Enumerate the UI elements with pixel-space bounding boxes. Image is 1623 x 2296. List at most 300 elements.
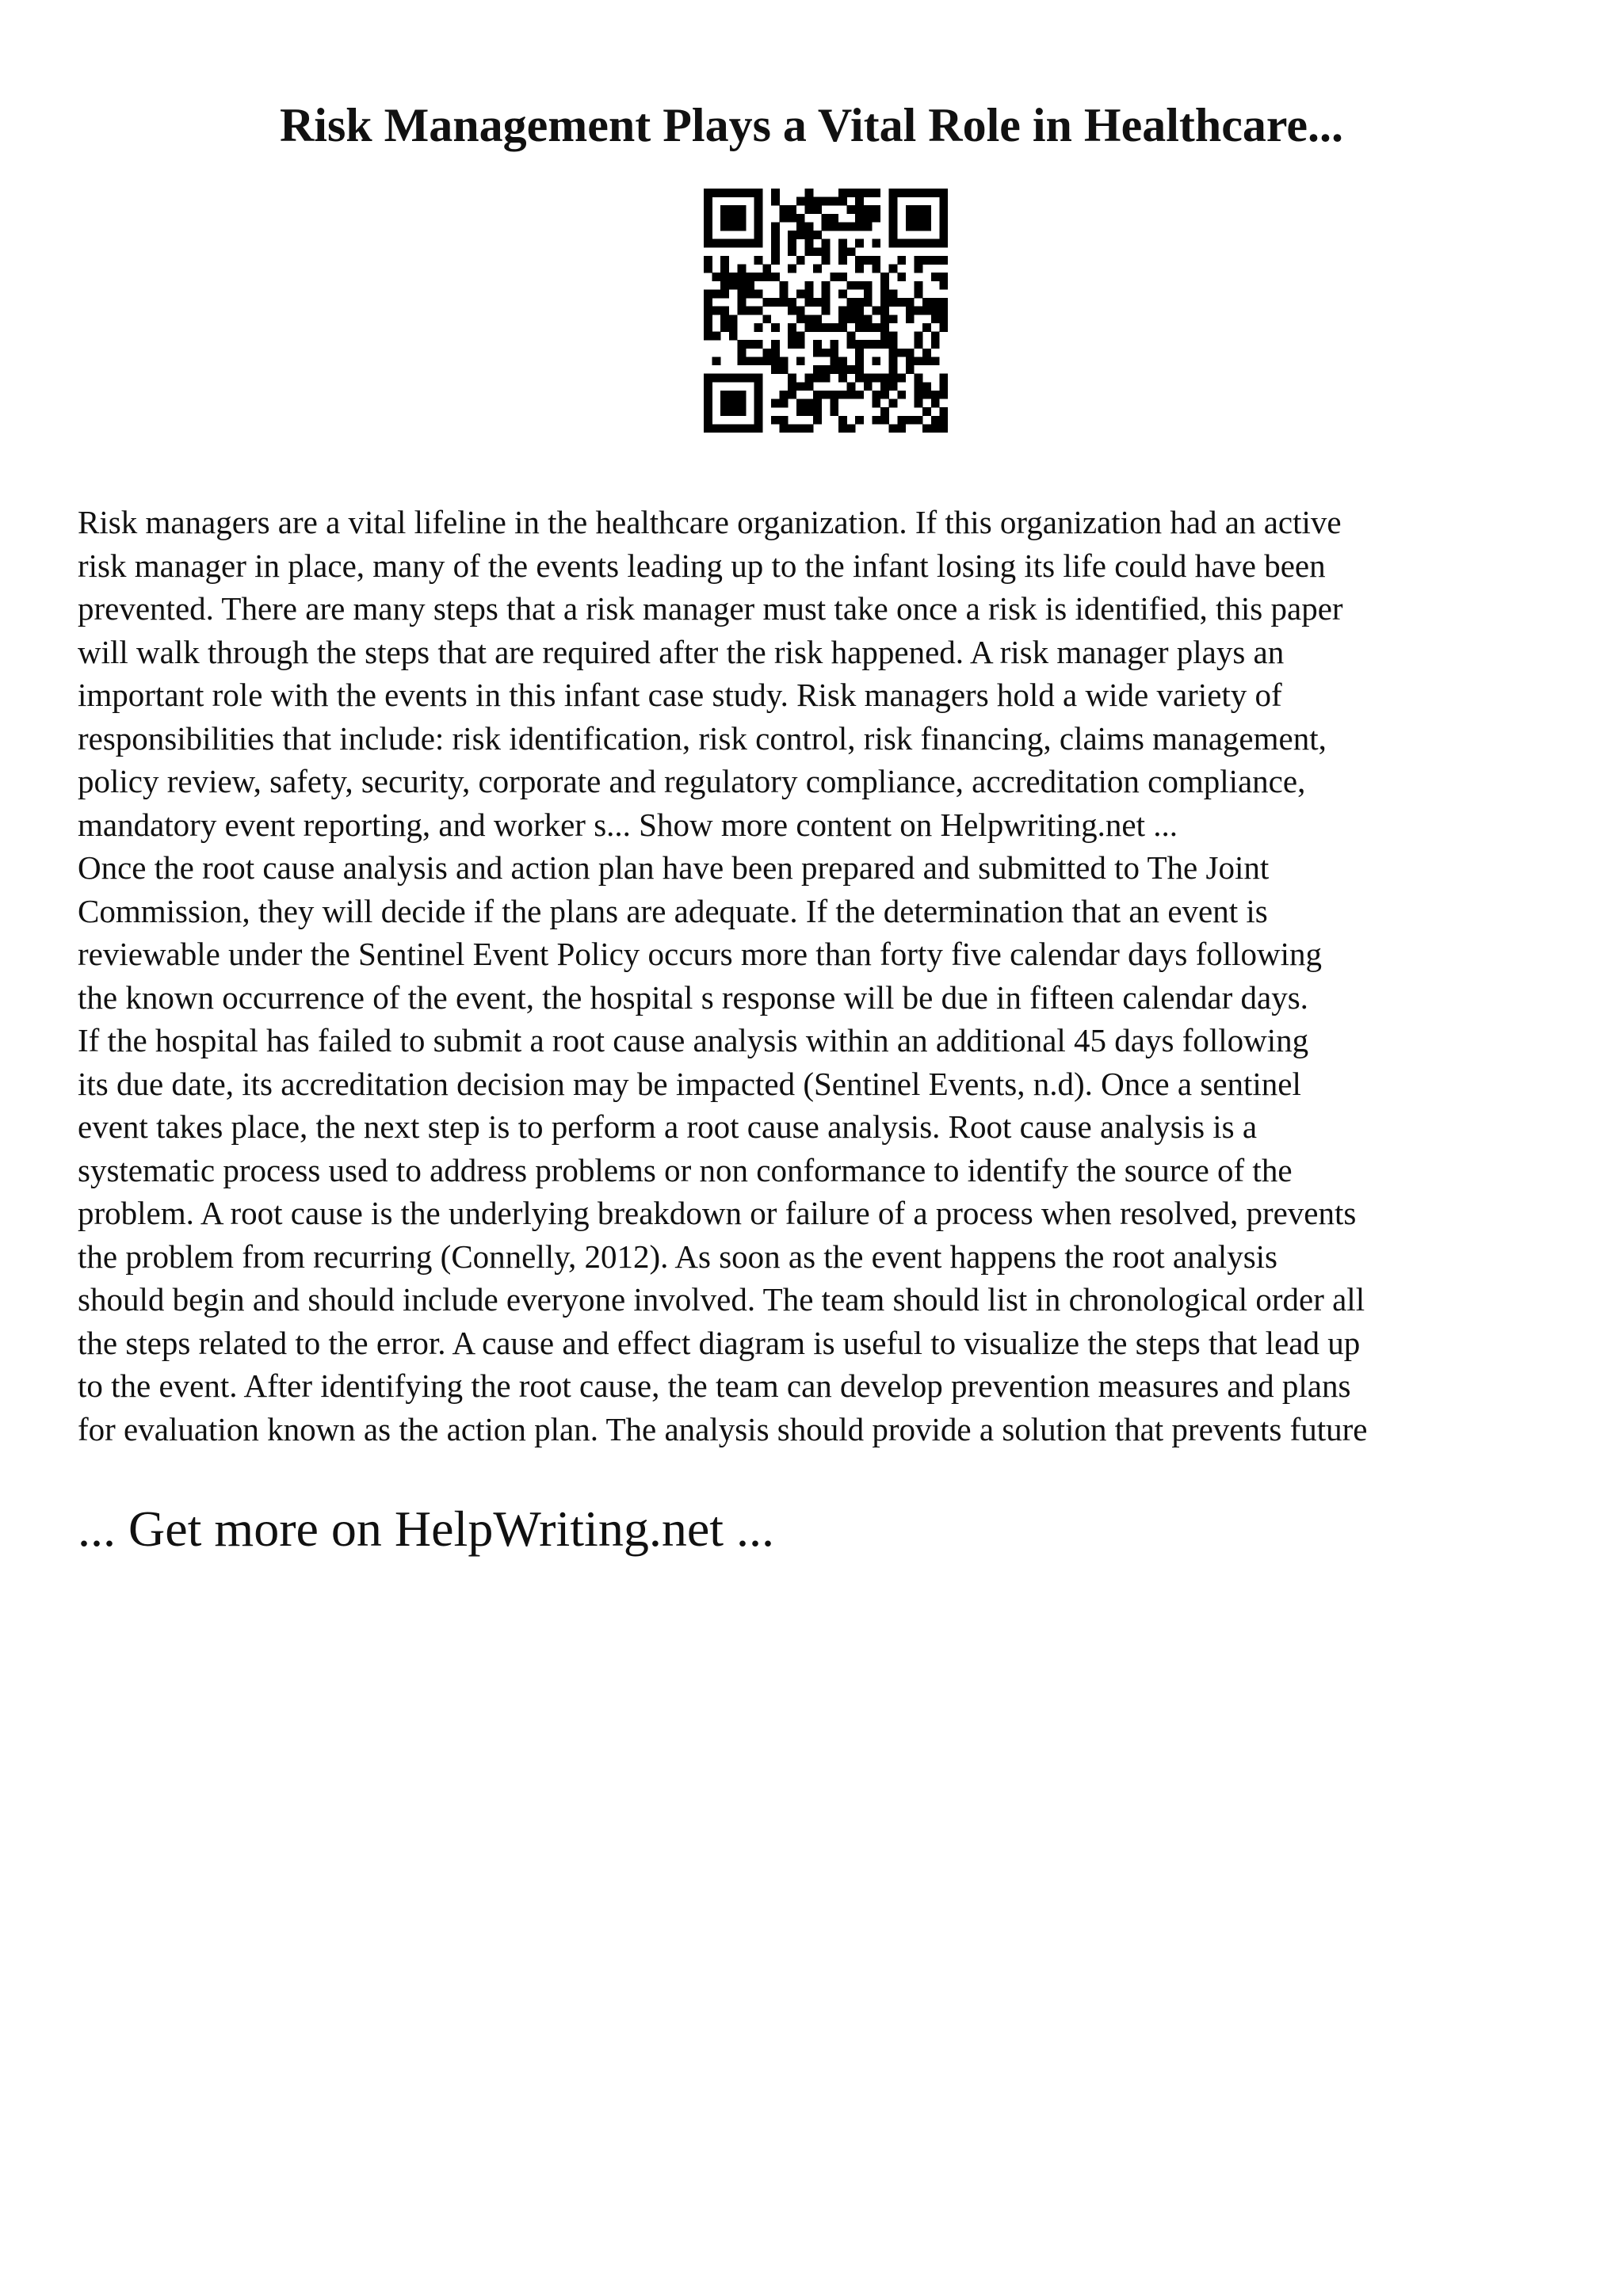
qr-module bbox=[838, 222, 847, 231]
qr-module bbox=[922, 222, 931, 231]
body-line: the problem from recurring (Connelly, 2012). As soon as the event happens the root analysis bbox=[78, 1238, 1277, 1275]
qr-module bbox=[872, 189, 880, 197]
qr-module bbox=[822, 256, 831, 265]
qr-module bbox=[931, 357, 940, 365]
qr-module bbox=[864, 323, 873, 332]
qr-module bbox=[754, 239, 763, 248]
body-line: its due date, its accreditation decision may be impacted (Sentinel Events, n.d). Once a sentinel bbox=[78, 1065, 1301, 1102]
qr-module bbox=[704, 424, 712, 433]
qr-module bbox=[729, 332, 738, 341]
qr-module bbox=[796, 256, 805, 265]
qr-module bbox=[889, 231, 898, 239]
qr-module bbox=[788, 323, 796, 332]
qr-module bbox=[762, 265, 771, 273]
qr-module bbox=[704, 416, 712, 425]
qr-module bbox=[855, 340, 864, 349]
qr-module bbox=[729, 239, 738, 248]
qr-module bbox=[922, 407, 931, 416]
qr-module bbox=[796, 340, 805, 349]
qr-module bbox=[720, 424, 729, 433]
qr-module bbox=[822, 374, 831, 383]
qr-module bbox=[754, 214, 763, 223]
qr-module bbox=[822, 323, 831, 332]
qr-module bbox=[847, 298, 856, 307]
qr-module bbox=[813, 340, 822, 349]
qr-module bbox=[939, 407, 948, 416]
qr-module bbox=[889, 365, 898, 374]
body-line: Risk managers are a vital lifeline in the healthcare organization. If this organization had an active bbox=[78, 504, 1342, 540]
qr-module bbox=[838, 391, 847, 399]
qr-module bbox=[796, 197, 805, 206]
qr-module bbox=[704, 315, 712, 323]
qr-module bbox=[720, 374, 729, 383]
qr-module bbox=[939, 214, 948, 223]
qr-module bbox=[704, 323, 712, 332]
qr-module bbox=[922, 256, 931, 265]
qr-module bbox=[906, 298, 915, 307]
qr-module bbox=[746, 273, 754, 281]
body-line: prevented. There are many steps that a risk manager must take once a risk is identified, this paper bbox=[78, 590, 1343, 627]
qr-module bbox=[931, 239, 940, 248]
qr-module bbox=[704, 289, 712, 298]
qr-module bbox=[704, 222, 712, 231]
qr-module bbox=[922, 391, 931, 399]
qr-module bbox=[897, 349, 906, 357]
qr-module bbox=[838, 357, 847, 365]
qr-module bbox=[780, 214, 789, 223]
qr-module bbox=[804, 247, 813, 256]
qr-module bbox=[939, 256, 948, 265]
qr-module bbox=[704, 332, 712, 341]
qr-module bbox=[838, 189, 847, 197]
qr-module bbox=[720, 205, 729, 214]
qr-module bbox=[931, 189, 940, 197]
qr-module bbox=[754, 289, 763, 298]
qr-module bbox=[915, 307, 923, 315]
qr-module bbox=[939, 239, 948, 248]
qr-module bbox=[830, 214, 838, 223]
qr-module bbox=[796, 231, 805, 239]
qr-module bbox=[822, 298, 831, 307]
qr-module bbox=[771, 323, 780, 332]
qr-module bbox=[704, 382, 712, 391]
qr-module bbox=[855, 256, 864, 265]
qr-module bbox=[864, 382, 873, 391]
qr-module bbox=[729, 407, 738, 416]
qr-module bbox=[855, 239, 864, 248]
qr-module bbox=[872, 307, 880, 315]
qr-module bbox=[737, 357, 746, 365]
body-line: policy review, safety, security, corporate and regulatory compliance, accreditation compliance, bbox=[78, 763, 1306, 799]
qr-module bbox=[906, 205, 915, 214]
qr-module bbox=[897, 273, 906, 281]
qr-module bbox=[720, 273, 729, 281]
qr-module bbox=[847, 189, 856, 197]
qr-module bbox=[847, 281, 856, 290]
qr-module bbox=[796, 424, 805, 433]
qr-module bbox=[939, 416, 948, 425]
qr-module bbox=[737, 407, 746, 416]
qr-module bbox=[796, 357, 805, 365]
qr-module bbox=[931, 273, 940, 281]
qr-module bbox=[754, 416, 763, 425]
qr-module bbox=[804, 189, 813, 197]
qr-module bbox=[737, 222, 746, 231]
qr-module bbox=[931, 424, 940, 433]
qr-module bbox=[931, 340, 940, 349]
qr-module bbox=[915, 374, 923, 383]
qr-module bbox=[822, 281, 831, 290]
qr-module bbox=[922, 205, 931, 214]
qr-module bbox=[915, 382, 923, 391]
get-more-link[interactable]: ... Get more on HelpWriting.net ... bbox=[78, 1501, 774, 1557]
qr-module bbox=[771, 349, 780, 357]
qr-module bbox=[939, 222, 948, 231]
qr-module bbox=[704, 205, 712, 214]
qr-module bbox=[771, 239, 780, 248]
qr-module bbox=[889, 197, 898, 206]
qr-module bbox=[915, 205, 923, 214]
qr-module bbox=[712, 273, 721, 281]
qr-module bbox=[746, 239, 754, 248]
qr-module bbox=[889, 399, 898, 408]
qr-module bbox=[922, 214, 931, 223]
qr-module bbox=[915, 399, 923, 408]
qr-module bbox=[889, 357, 898, 365]
qr-module bbox=[906, 349, 915, 357]
qr-module bbox=[780, 424, 789, 433]
qr-module bbox=[813, 298, 822, 307]
qr-module bbox=[847, 315, 856, 323]
qr-module bbox=[838, 256, 847, 265]
qr-module bbox=[915, 340, 923, 349]
qr-module bbox=[847, 424, 856, 433]
qr-module bbox=[729, 214, 738, 223]
qr-module bbox=[804, 197, 813, 206]
qr-module bbox=[939, 391, 948, 399]
qr-module bbox=[922, 189, 931, 197]
qr-module bbox=[939, 281, 948, 290]
qr-module bbox=[780, 281, 789, 290]
qr-module bbox=[915, 357, 923, 365]
qr-module bbox=[712, 189, 721, 197]
qr-module bbox=[754, 340, 763, 349]
qr-module bbox=[822, 365, 831, 374]
qr-module bbox=[788, 340, 796, 349]
qr-module bbox=[704, 374, 712, 383]
qr-module bbox=[897, 189, 906, 197]
qr-module bbox=[880, 407, 889, 416]
qr-module bbox=[922, 349, 931, 357]
qr-module bbox=[704, 407, 712, 416]
qr-module bbox=[762, 357, 771, 365]
qr-module bbox=[720, 265, 729, 273]
qr-module bbox=[897, 391, 906, 399]
article-body bbox=[78, 501, 1568, 1451]
qr-module bbox=[788, 247, 796, 256]
qr-module bbox=[847, 332, 856, 341]
qr-module bbox=[754, 407, 763, 416]
qr-module bbox=[838, 307, 847, 315]
qr-module bbox=[872, 205, 880, 214]
qr-module bbox=[746, 424, 754, 433]
qr-module bbox=[780, 399, 789, 408]
qr-module bbox=[771, 416, 780, 425]
qr-module bbox=[762, 349, 771, 357]
qr-module bbox=[880, 307, 889, 315]
qr-module bbox=[931, 332, 940, 341]
qr-module bbox=[754, 357, 763, 365]
qr-module bbox=[720, 307, 729, 315]
qr-module bbox=[880, 332, 889, 341]
qr-module bbox=[855, 197, 864, 206]
qr-module bbox=[754, 189, 763, 197]
qr-module bbox=[864, 256, 873, 265]
qr-module bbox=[720, 289, 729, 298]
body-line: risk manager in place, many of the events leading up to the infant losing its life could have been bbox=[78, 547, 1326, 584]
qr-module bbox=[897, 424, 906, 433]
qr-module bbox=[704, 197, 712, 206]
qr-module bbox=[804, 281, 813, 290]
qr-module bbox=[922, 307, 931, 315]
qr-module bbox=[737, 399, 746, 408]
qr-module bbox=[915, 416, 923, 425]
qr-module bbox=[720, 407, 729, 416]
qr-module bbox=[880, 281, 889, 290]
qr-module bbox=[939, 189, 948, 197]
qr-code-icon bbox=[704, 189, 948, 433]
qr-module bbox=[712, 374, 721, 383]
qr-module bbox=[906, 416, 915, 425]
qr-module bbox=[847, 365, 856, 374]
body-line: systematic process used to address problems or non conformance to identify the source of the bbox=[78, 1151, 1293, 1188]
qr-module bbox=[864, 340, 873, 349]
qr-module bbox=[838, 197, 847, 206]
qr-module bbox=[712, 424, 721, 433]
qr-module bbox=[813, 247, 822, 256]
qr-module bbox=[931, 315, 940, 323]
qr-module bbox=[889, 424, 898, 433]
qr-module bbox=[864, 374, 873, 383]
qr-module bbox=[780, 416, 789, 425]
qr-module bbox=[804, 323, 813, 332]
qr-module bbox=[906, 315, 915, 323]
qr-module bbox=[788, 214, 796, 223]
qr-module bbox=[771, 399, 780, 408]
qr-module bbox=[804, 407, 813, 416]
qr-module bbox=[729, 315, 738, 323]
qr-module bbox=[855, 298, 864, 307]
qr-module bbox=[838, 424, 847, 433]
qr-module bbox=[830, 273, 838, 281]
qr-module bbox=[712, 307, 721, 315]
qr-module bbox=[796, 214, 805, 223]
qr-module bbox=[804, 424, 813, 433]
qr-module bbox=[906, 189, 915, 197]
qr-module bbox=[737, 298, 746, 307]
qr-module bbox=[804, 231, 813, 239]
qr-module bbox=[754, 399, 763, 408]
qr-module bbox=[838, 289, 847, 298]
qr-module bbox=[889, 222, 898, 231]
qr-module bbox=[880, 391, 889, 399]
qr-module bbox=[830, 391, 838, 399]
qr-module bbox=[838, 315, 847, 323]
qr-module bbox=[931, 391, 940, 399]
qr-module bbox=[880, 273, 889, 281]
qr-module bbox=[889, 315, 898, 323]
qr-module bbox=[915, 281, 923, 290]
qr-module bbox=[830, 407, 838, 416]
qr-module bbox=[915, 189, 923, 197]
qr-module bbox=[746, 374, 754, 383]
qr-module bbox=[746, 281, 754, 290]
qr-module bbox=[880, 374, 889, 383]
body-line: problem. A root cause is the underlying breakdown or failure of a process when resolved, prevents bbox=[78, 1195, 1357, 1231]
qr-module bbox=[889, 239, 898, 248]
qr-module bbox=[847, 391, 856, 399]
qr-module bbox=[855, 281, 864, 290]
qr-module bbox=[855, 222, 864, 231]
qr-module bbox=[804, 382, 813, 391]
qr-module bbox=[939, 307, 948, 315]
qr-module bbox=[737, 424, 746, 433]
qr-module bbox=[771, 365, 780, 374]
qr-module bbox=[915, 265, 923, 273]
qr-module bbox=[780, 357, 789, 365]
qr-module bbox=[771, 256, 780, 265]
qr-module bbox=[838, 273, 847, 281]
qr-module bbox=[754, 222, 763, 231]
qr-module bbox=[897, 239, 906, 248]
qr-module bbox=[796, 307, 805, 315]
body-line: Commission, they will decide if the plans are adequate. If the determination that an event is bbox=[78, 892, 1268, 929]
qr-module bbox=[889, 289, 898, 298]
qr-module bbox=[754, 382, 763, 391]
qr-module bbox=[813, 197, 822, 206]
qr-module bbox=[712, 357, 721, 365]
qr-module bbox=[880, 382, 889, 391]
qr-module bbox=[872, 256, 880, 265]
qr-module bbox=[788, 382, 796, 391]
qr-module bbox=[864, 315, 873, 323]
qr-module bbox=[737, 307, 746, 315]
qr-module bbox=[737, 273, 746, 281]
qr-module bbox=[847, 382, 856, 391]
qr-module bbox=[804, 222, 813, 231]
qr-module bbox=[822, 391, 831, 399]
qr-module bbox=[796, 289, 805, 298]
qr-module bbox=[704, 231, 712, 239]
qr-module bbox=[804, 315, 813, 323]
qr-module bbox=[906, 357, 915, 365]
qr-module bbox=[729, 222, 738, 231]
qr-module bbox=[813, 205, 822, 214]
qr-module bbox=[746, 189, 754, 197]
qr-module bbox=[737, 239, 746, 248]
qr-module bbox=[788, 298, 796, 307]
qr-module bbox=[838, 247, 847, 256]
qr-module bbox=[906, 365, 915, 374]
qr-module bbox=[704, 189, 712, 197]
qr-module bbox=[788, 307, 796, 315]
qr-module bbox=[737, 374, 746, 383]
qr-module bbox=[754, 231, 763, 239]
qr-module bbox=[771, 357, 780, 365]
qr-module bbox=[864, 214, 873, 223]
qr-module bbox=[822, 222, 831, 231]
qr-module bbox=[796, 315, 805, 323]
body-line: should begin and should include everyone involved. The team should list in chronological order all bbox=[78, 1281, 1365, 1318]
body-line: event takes place, the next step is to perform a root cause analysis. Root cause analysis is a bbox=[78, 1108, 1258, 1145]
qr-module bbox=[889, 298, 898, 307]
qr-module bbox=[720, 189, 729, 197]
qr-module bbox=[754, 374, 763, 383]
qr-module bbox=[915, 332, 923, 341]
qr-module bbox=[915, 222, 923, 231]
qr-module bbox=[704, 391, 712, 399]
qr-module bbox=[746, 289, 754, 298]
qr-module bbox=[704, 239, 712, 248]
qr-module bbox=[754, 424, 763, 433]
qr-module bbox=[754, 256, 763, 265]
qr-module bbox=[931, 399, 940, 408]
qr-module bbox=[720, 214, 729, 223]
qr-module bbox=[931, 416, 940, 425]
qr-module bbox=[737, 340, 746, 349]
qr-module bbox=[780, 365, 789, 374]
qr-module bbox=[838, 365, 847, 374]
qr-module bbox=[737, 289, 746, 298]
qr-module bbox=[704, 214, 712, 223]
qr-module bbox=[822, 307, 831, 315]
qr-module bbox=[771, 247, 780, 256]
qr-module bbox=[737, 349, 746, 357]
body-line: responsibilities that include: risk identification, risk control, risk financing, claims management, bbox=[78, 719, 1327, 757]
qr-module bbox=[889, 349, 898, 357]
qr-module bbox=[737, 391, 746, 399]
qr-module bbox=[939, 205, 948, 214]
qr-module bbox=[889, 374, 898, 383]
qr-module bbox=[813, 407, 822, 416]
qr-module bbox=[872, 416, 880, 425]
body-line: the steps related to the error. A cause and effect diagram is useful to visualize the steps that lead up bbox=[78, 1324, 1361, 1361]
qr-module bbox=[872, 323, 880, 332]
qr-module bbox=[931, 298, 940, 307]
qr-module bbox=[771, 197, 780, 206]
qr-module bbox=[847, 222, 856, 231]
qr-module bbox=[855, 365, 864, 374]
qr-module bbox=[922, 298, 931, 307]
qr-module bbox=[931, 256, 940, 265]
qr-module bbox=[813, 231, 822, 239]
qr-module bbox=[813, 365, 822, 374]
qr-module bbox=[872, 391, 880, 399]
qr-module bbox=[889, 332, 898, 341]
qr-module bbox=[788, 332, 796, 341]
qr-module bbox=[922, 424, 931, 433]
qr-module bbox=[864, 281, 873, 290]
qr-module bbox=[897, 256, 906, 265]
qr-module bbox=[762, 273, 771, 281]
qr-module bbox=[822, 289, 831, 298]
qr-module bbox=[830, 357, 838, 365]
qr-module bbox=[915, 214, 923, 223]
qr-module bbox=[847, 205, 856, 214]
qr-module bbox=[720, 239, 729, 248]
qr-module bbox=[754, 273, 763, 281]
qr-module bbox=[737, 265, 746, 273]
